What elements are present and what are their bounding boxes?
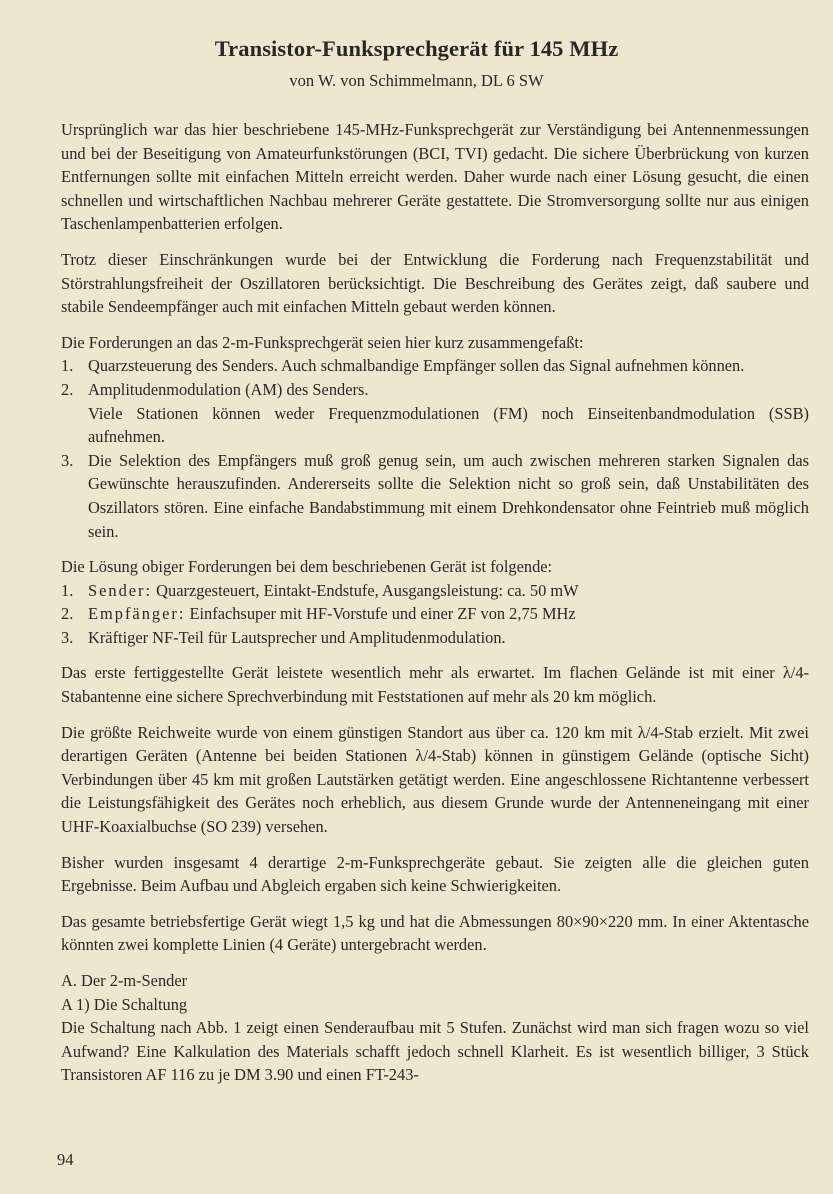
article-title: Transistor-Funksprechgerät für 145 MHz [214,36,619,61]
subsection-heading: A 1) Die Schaltung [61,994,188,1014]
section-heading: A. Der 2-m-Sender [61,971,188,990]
list-number: 2. [61,604,74,624]
list-number: 1. [61,356,74,376]
list-number: 3. [61,450,74,470]
list-text: Kräftiger NF-Teil für Lautsprecher und Amplitudenmodulation. [88,627,506,647]
paragraph-requirements-intro: Die Forderungen an das 2-m-Funksprechgerät seien hier kurz zusammengefaßt: [61,332,584,352]
solution-item-2 [61,602,809,626]
list-text: Quarzsteuerung des Senders. Auch schmalbandige Empfänger sollen das Signal aufnehmen können. [88,356,745,376]
list-text: Einfachsuper mit HF-Vorstufe und einer ZF von 2,75 MHz [185,604,576,624]
list-text-block [88,579,809,603]
list-text: Die Selektion des Empfängers muß groß genug sein, um auch zwischen mehreren starken Signalen das Gewünschte herauszufinden. Andererseits sollte die Selektion nicht so groß sein, daß Unstabilitäten des Oszillators stören. Eine einfache Bandabstimmung mit einem Drehkondensator ohne Feintrieb muß möglich sein. [88,450,809,541]
list-text: Quarzgesteuert, Eintakt-Endstufe, Ausgangsleistung: ca. 50 mW [152,580,579,600]
list-text: Amplitudenmodulation (AM) des Senders. [88,379,369,399]
paragraph-intro: Ursprünglich war das hier beschriebene 145-MHz-Funksprechgerät zur Verständigung bei Antennenmessungen und bei der Beseitigung von Amateurfunkstörungen (BCI, TVI) gedacht. Die sichere Überbrückung von kurzen Entfernungen sollte mit einfachen Mitteln erreicht werden. Daher wurde nach einer Lösung gesucht, die einen schnellen und wirtschaftlichen Nachbau mehrerer Geräte gestattete. Die Stromversorgung sollte nur aus einigen Taschenlampenbatterien erfolgen. [61,120,809,234]
paragraph-constraints: Trotz dieser Einschränkungen wurde bei der Entwicklung die Forderung nach Frequenzstabilität und Störstrahlungsfreiheit der Oszillatoren berücksichtigt. Die Beschreibung des Gerätes zeigt, daß saubere und stabile Sendeempfänger auch mit einfachen Mitteln gebaut werden können. [61,249,809,317]
list-label: Sender: [88,580,153,600]
list-label: Empfänger: [88,604,186,624]
requirement-item-1 [61,354,809,378]
list-text-block [88,602,809,626]
paragraph-weight: Das gesamte betriebsfertige Gerät wiegt 1,5 kg und hat die Abmessungen 80×90×220 mm. In einer Aktentasche könnten zwei komplette Linien (4 Geräte) untergebracht werden. [61,911,809,955]
list-text-block [88,378,809,449]
solution-item-1 [61,579,809,603]
list-number: 2. [61,379,74,399]
page-number: 94 [57,1150,74,1169]
article-body [61,118,809,1087]
paragraph-first-device: Das erste fertiggestellte Gerät leistete wesentlich mehr als erwartet. Im flachen Gelände ist mit einer λ/4-Stabantenne eine sichere Sprechverbindung mit Feststationen auf mehr als 20 km möglich. [61,663,809,707]
author-line: von W. von Schimmelmann, DL 6 SW [289,71,544,90]
solution-item-3 [61,626,809,650]
paragraph-solution-intro: Die Lösung obiger Forderungen bei dem beschriebenen Gerät ist folgende: [61,557,553,577]
list-text-continued: Viele Stationen können weder Frequenzmodulationen (FM) noch Einseitenbandmodulation (SSB) aufnehmen. [88,403,809,447]
requirement-item-2 [61,378,809,449]
paragraph-circuit: Die Schaltung nach Abb. 1 zeigt einen Senderaufbau mit 5 Stufen. Zunächst wird man sich fragen wozu so viel Aufwand? Eine Kalkulation des Materials schafft jedoch schnell Klarheit. Es ist wesentlich billiger, 3 Stück Transistoren AF 116 zu je DM 3.90 und einen FT-243- [61,1018,809,1085]
requirement-item-3 [61,449,809,543]
list-number: 3. [61,627,74,647]
paragraph-built-count: Bisher wurden insgesamt 4 derartige 2-m-Funksprechgeräte gebaut. Sie zeigten alle die gleichen guten Ergebnisse. Beim Aufbau und Abgleich ergaben sich keine Schwierigkeiten. [61,852,809,896]
list-number: 1. [61,580,74,600]
paragraph-range: Die größte Reichweite wurde von einem günstigen Standort aus über ca. 120 km mit λ/4-Stab erzielt. Mit zwei derartigen Geräten (Antenne bei beiden Stationen λ/4-Stab) können in günstigem Gelände (optische Sicht) Verbindungen über 45 km mit großen Lautstärken getätigt werden. Eine angeschlossene Richtantenne verbessert die Leistungsfähigkeit des Gerätes noch erheblich, aus diesem Grunde wurde der Antenneneingang mit einer UHF-Koaxialbuchse (SO 239) versehen. [61,722,809,837]
